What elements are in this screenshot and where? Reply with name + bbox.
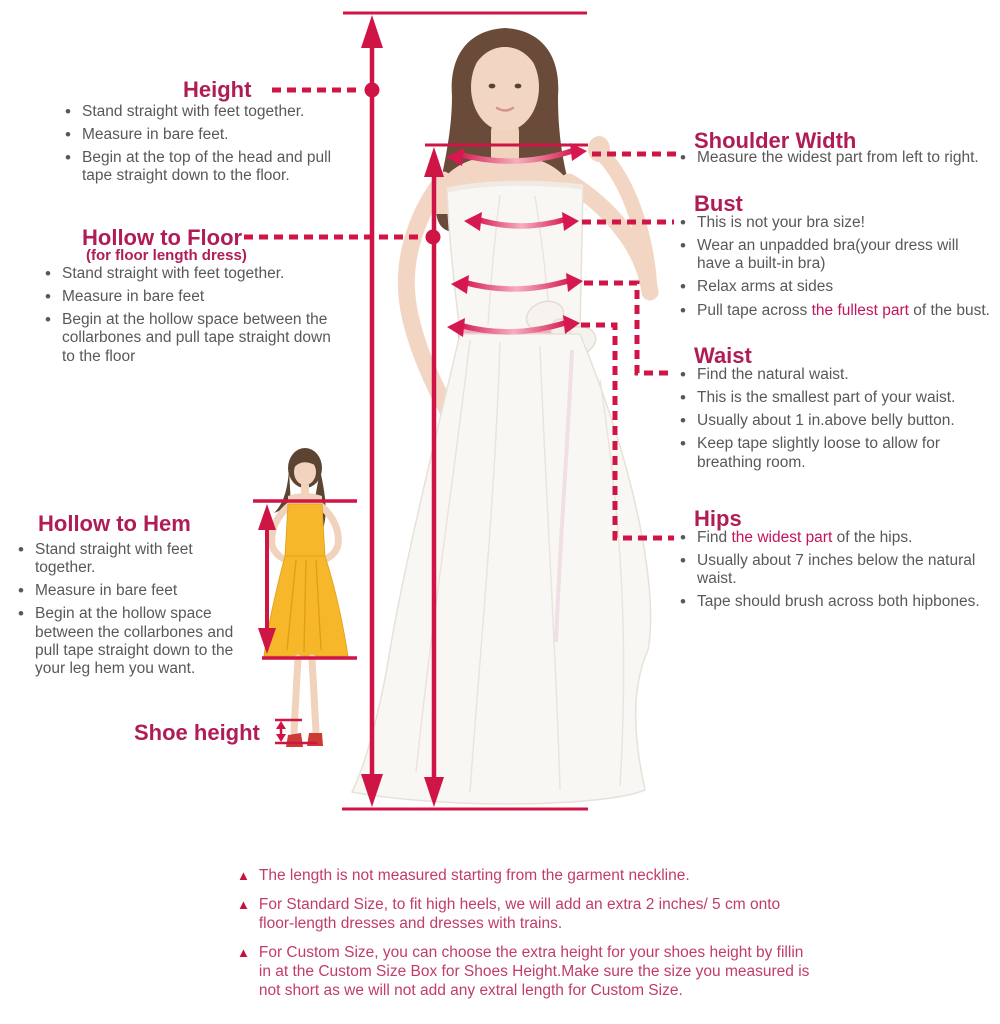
note-line: For Custom Size, you can choose the extra height for your shoes height by fillin [258, 944, 804, 961]
hollow-to-hem-instruction-list [16, 541, 254, 683]
hollow-to-hem-up-arrow-icon [258, 504, 276, 530]
instruction-item: • Usually about 1 in.above belly button. [678, 412, 983, 430]
instruction-item: • This is the smallest part of your waist. [678, 389, 983, 407]
hips-section-title: Hips [694, 506, 742, 531]
instruction-item: • Stand straight with feet together. [63, 103, 348, 121]
shoulder-width-section-title: Shoulder Width [694, 128, 857, 153]
instruction-item: • Stand straight with feet together. [43, 265, 333, 283]
note-line: in at the Custom Size Box for Shoes Height.Make sure the size you measured is [258, 963, 810, 980]
instruction-item: • Measure the widest part from left to right. [678, 149, 990, 167]
height-section-title: Height [183, 77, 252, 102]
instruction-item: • Measure in bare feet [43, 288, 333, 306]
bust-instruction-list [678, 214, 990, 325]
waist-instruction-list [678, 366, 983, 477]
instruction-text: Find [697, 529, 732, 546]
note-line: The length is not measured starting from the garment neckline. [258, 867, 690, 884]
instruction-item: • Relax arms at sides [678, 278, 983, 296]
instruction-item: • Find the natural waist. [678, 366, 983, 384]
shoe-height-section-title: Shoe height [134, 720, 260, 745]
waist-section-title: Waist [694, 343, 752, 368]
highlighted-text: the widest part [731, 529, 833, 546]
hollow-to-floor-connector-dot [426, 230, 441, 245]
height-connector-dot [365, 83, 380, 98]
warning-triangle-icon: ▲ [237, 868, 250, 883]
note-text [259, 866, 690, 885]
hollow-to-hem-figure [264, 448, 348, 747]
instruction-item: • Wear an unpadded bra(your dress will have a built-in bra) [678, 237, 983, 273]
instruction-item: • This is not your bra size! [678, 214, 983, 232]
note-item [237, 943, 997, 1000]
instruction-text: of the hips. [832, 529, 913, 546]
warning-triangle-icon: ▲ [237, 897, 250, 912]
note-text [259, 943, 810, 1000]
highlighted-text: the fullest part [811, 301, 909, 319]
instruction-item: • Tape should brush across both hipbones. [678, 593, 983, 611]
shoulder-width-instruction-list [678, 149, 990, 172]
hollow-to-floor-subtitle: (for floor length dress) [86, 247, 247, 264]
note-line: floor-length dresses and dresses with trains. [258, 915, 563, 932]
footer-notes [237, 866, 997, 1010]
note-line: not short as we will not add any extral length for Custom Size. [258, 982, 683, 999]
instruction-item: • Begin at the hollow space between the collarbones and pull tape straight down to the your leg hem you want. [16, 605, 254, 678]
hollow-to-floor-up-arrow-icon [424, 147, 444, 177]
hollow-to-floor-section-title: Hollow to Floor [82, 225, 243, 250]
note-item [237, 895, 997, 933]
instruction-item [678, 529, 983, 547]
instruction-item: • Begin at the hollow space between the collarbones and pull tape straight down to the floor [43, 311, 333, 365]
waist-connector-dashes [584, 283, 674, 373]
note-line: For Standard Size, to fit high heels, we will add an extra 2 inches/ 5 cm onto [258, 896, 781, 913]
hips-instruction-list [678, 529, 983, 617]
instruction-item: • Measure in bare feet. [63, 126, 348, 144]
instruction-text: Pull tape across [697, 301, 812, 319]
instruction-item: • Stand straight with feet together. [16, 541, 254, 577]
height-up-arrow-icon [361, 15, 383, 48]
instruction-item: • Usually about 7 inches below the natural waist. [678, 552, 983, 588]
instruction-text: of the bust. [908, 301, 990, 319]
height-instruction-list [63, 103, 348, 191]
note-text [259, 895, 780, 933]
instruction-item: • Keep tape slightly loose to allow for breathing room. [678, 435, 983, 471]
instruction-item: • Measure in bare feet [16, 582, 254, 600]
bust-section-title: Bust [694, 191, 743, 216]
warning-triangle-icon: ▲ [237, 945, 250, 960]
instruction-item: • Begin at the top of the head and pull tape straight down to the floor. [63, 149, 348, 185]
instruction-item [678, 301, 990, 320]
hollow-to-floor-instruction-list [43, 265, 333, 371]
note-item [237, 866, 997, 885]
hollow-to-hem-section-title: Hollow to Hem [38, 511, 191, 536]
